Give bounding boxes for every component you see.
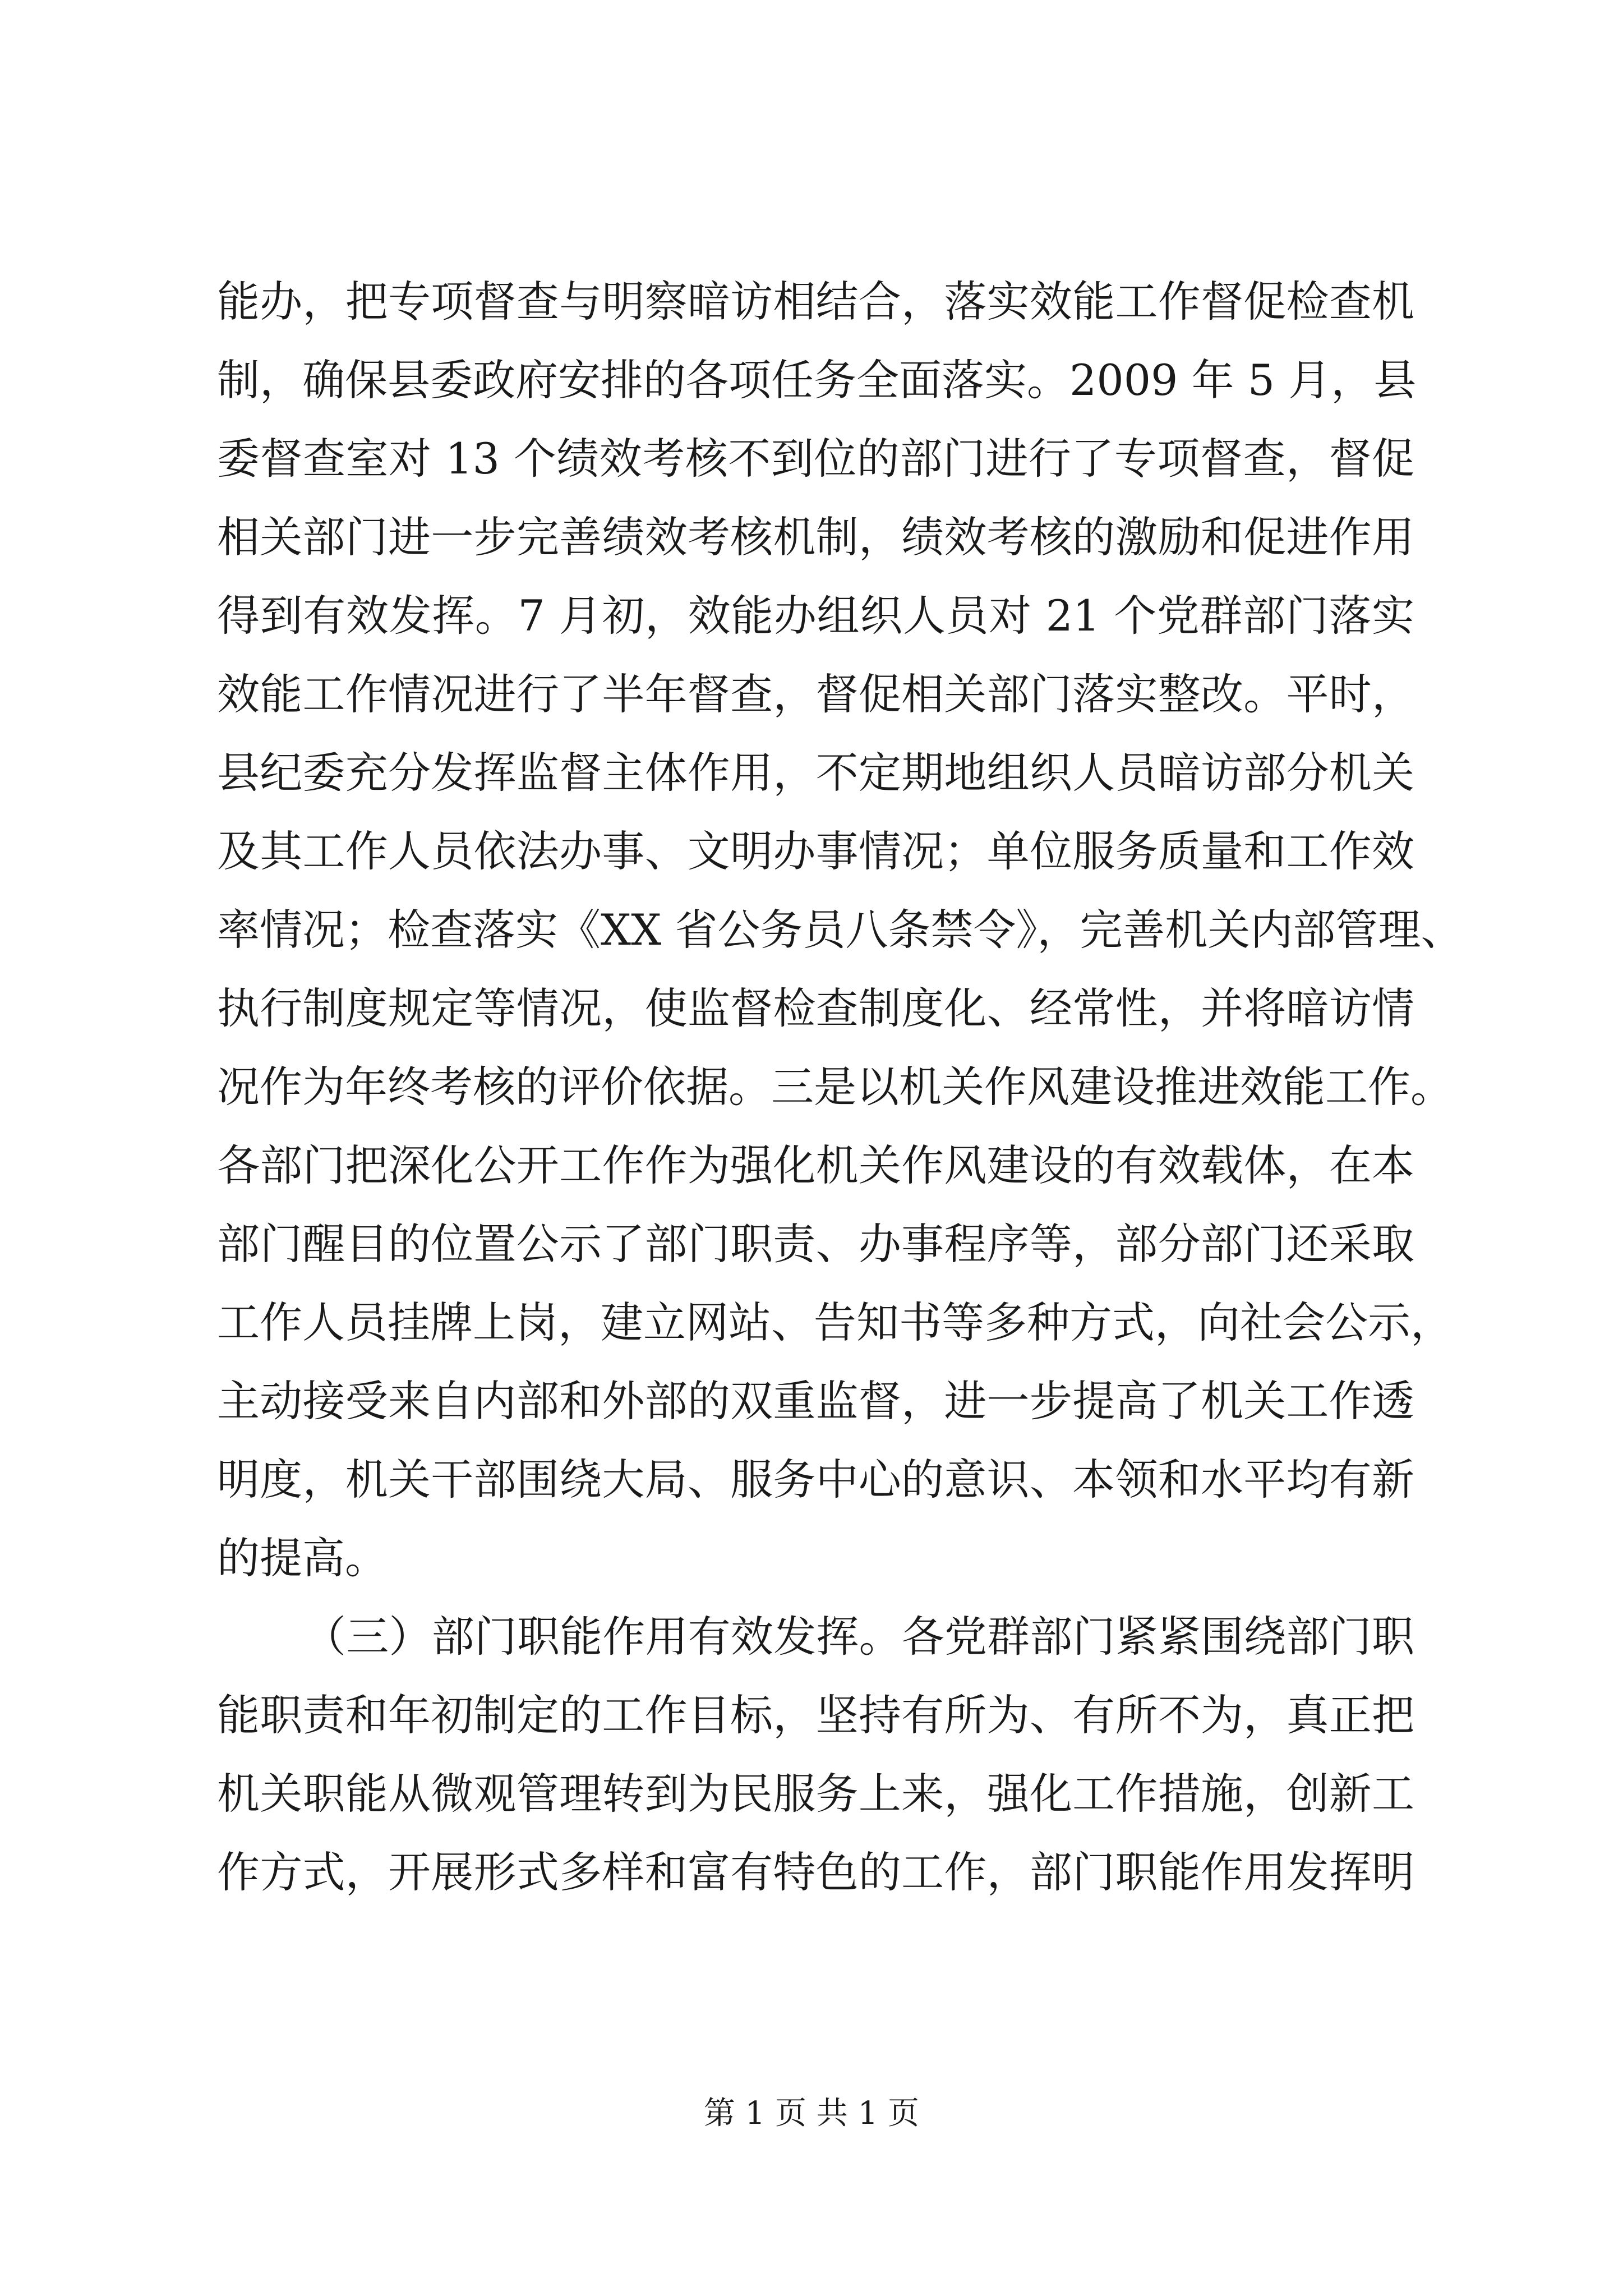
page-number: 第 1 页 共 1 页 [703, 2095, 920, 2132]
text-line: 相关部门进一步完善绩效考核机制，绩效考核的激励和促进作用 [217, 512, 1414, 562]
text-line: 执行制度规定等情况，使监督检查制度化、经常性，并将暗访情 [217, 983, 1414, 1033]
text-line: 工作人员挂牌上岗，建立网站、告知书等多种方式，向社会公示， [217, 1297, 1453, 1347]
text-line: 作方式，开展形式多样和富有特色的工作，部门职能作用发挥明 [217, 1847, 1414, 1897]
text-line: 明度，机关干部围绕大局、服务中心的意识、本领和水平均有新 [217, 1455, 1414, 1504]
text-line: 能职责和年初制定的工作目标，坚持有所为、有所不为，真正把 [217, 1690, 1414, 1740]
text-line: 况作为年终考核的评价依据。三是以机关作风建设推进效能工作。 [217, 1062, 1453, 1112]
text-line: 委督查室对 13 个绩效考核不到位的部门进行了专项督查，督促 [217, 434, 1414, 484]
text-line: 制，确保县委政府安排的各项任务全面落实。2009 年 5 月，县 [217, 355, 1417, 405]
text-line: 效能工作情况进行了半年督查，督促相关部门落实整改。平时， [217, 669, 1414, 719]
text-line: 县纪委充分发挥监督主体作用，不定期地组织人员暗访部分机关 [217, 748, 1414, 798]
body-text [217, 263, 1464, 1912]
text-line: 及其工作人员依法办事、文明办事情况；单位服务质量和工作效 [217, 826, 1414, 876]
text-line: 机关职能从微观管理转到为民服务上来，强化工作措施，创新工 [217, 1769, 1414, 1819]
text-line: 得到有效发挥。7 月初，效能办组织人员对 21 个党群部门落实 [217, 591, 1414, 641]
section-heading-line: （三）部门职能作用有效发挥。各党群部门紧紧围绕部门职 [303, 1612, 1414, 1662]
text-line: 主动接受来自内部和外部的双重监督，进一步提高了机关工作透 [217, 1376, 1414, 1426]
text-line: 率情况；检查落实《XX 省公务员八条禁令》，完善机关内部管理、 [217, 905, 1464, 955]
text-line: 的提高。 [217, 1533, 388, 1583]
page-footer [0, 2091, 1623, 2136]
text-line: 各部门把深化公开工作作为强化机关作风建设的有效载体，在本 [217, 1140, 1414, 1190]
text-line: 部门醒目的位置公示了部门职责、办事程序等，部分部门还采取 [217, 1219, 1414, 1269]
text-line: 能办，把专项督查与明察暗访相结合，落实效能工作督促检查机 [217, 277, 1414, 326]
